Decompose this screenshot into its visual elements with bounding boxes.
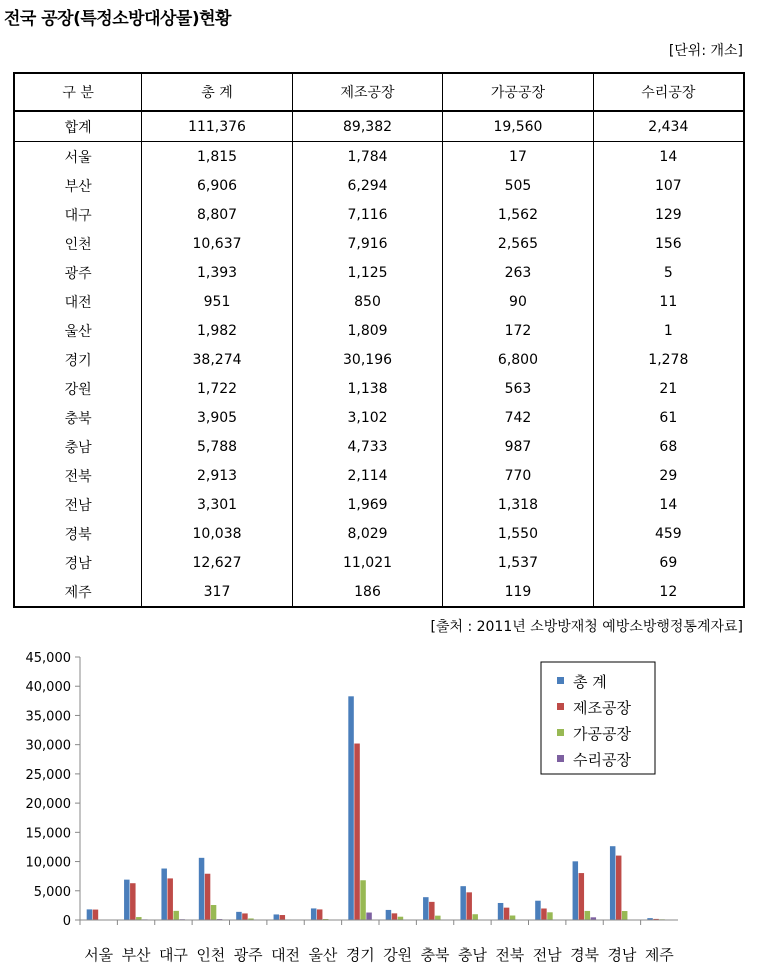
- y-axis: [26, 651, 81, 929]
- row-region-cell: 광주: [14, 258, 142, 287]
- bar-광주-제조공장: [242, 913, 248, 920]
- header-repair: 수리공장: [593, 73, 744, 111]
- bar-대전-제조공장: [280, 915, 286, 920]
- row-region-cell: 합계: [14, 111, 142, 142]
- bar-부산-총 계: [124, 880, 130, 920]
- legend-entry: 수리공장: [573, 751, 631, 769]
- table-row: [14, 316, 744, 345]
- y-tick-label: 30,000: [25, 738, 71, 754]
- x-tick-label: 울산: [308, 946, 338, 964]
- row-value-cell: 7,116: [292, 200, 442, 229]
- bar-강원-총 계: [386, 910, 392, 920]
- table-row: [14, 287, 744, 316]
- row-value-cell: 7,916: [292, 229, 442, 258]
- row-value-cell: 1,969: [292, 490, 442, 519]
- row-value-cell: 1,982: [142, 316, 293, 345]
- y-tick-label: 40,000: [25, 680, 71, 696]
- bar-경남-제조공장: [616, 856, 622, 920]
- y-tick-label: 25,000: [25, 767, 71, 783]
- legend-entry: 총 계: [573, 673, 607, 691]
- bar-경북-가공공장: [585, 911, 591, 920]
- y-tick-label: 35,000: [25, 709, 71, 725]
- legend-entry: 가공공장: [573, 725, 631, 743]
- bar-충남-총 계: [460, 886, 466, 920]
- row-value-cell: 6,906: [142, 171, 293, 200]
- x-tick-label: 경남: [607, 946, 637, 964]
- row-region-cell: 서울: [14, 142, 142, 172]
- x-tick-label: 인천: [196, 946, 226, 964]
- header-processing: 가공공장: [443, 73, 593, 111]
- row-value-cell: 1,809: [292, 316, 442, 345]
- table-row: [14, 229, 744, 258]
- bar-대구-총 계: [161, 869, 167, 920]
- row-value-cell: 8,029: [292, 519, 442, 548]
- row-value-cell: 1,125: [292, 258, 442, 287]
- x-tick-label: 충북: [420, 946, 450, 964]
- row-value-cell: 61: [593, 403, 744, 432]
- table-row: [14, 519, 744, 548]
- x-tick-label: 전남: [532, 946, 562, 964]
- bar-경기-가공공장: [360, 880, 366, 920]
- y-tick-label: 15,000: [25, 826, 71, 842]
- bar-강원-제조공장: [392, 913, 398, 920]
- row-value-cell: 89,382: [292, 111, 442, 142]
- row-value-cell: 1,138: [292, 374, 442, 403]
- bar-서울-총 계: [87, 909, 93, 920]
- row-value-cell: 2,114: [292, 461, 442, 490]
- bar-울산-제조공장: [317, 909, 323, 920]
- y-tick-label: 20,000: [25, 797, 71, 813]
- row-value-cell: 3,905: [142, 403, 293, 432]
- row-value-cell: 119: [443, 577, 593, 607]
- row-value-cell: 90: [443, 287, 593, 316]
- row-value-cell: 17: [443, 142, 593, 172]
- row-value-cell: 2,565: [443, 229, 593, 258]
- x-tick-label: 부산: [121, 946, 151, 964]
- header-total: 총 계: [142, 73, 293, 111]
- table-row: [14, 200, 744, 229]
- row-region-cell: 충남: [14, 432, 142, 461]
- row-region-cell: 제주: [14, 577, 142, 607]
- row-value-cell: 563: [443, 374, 593, 403]
- row-value-cell: 68: [593, 432, 744, 461]
- bar-전남-제조공장: [541, 908, 547, 920]
- row-value-cell: 3,301: [142, 490, 293, 519]
- table-row: [14, 577, 744, 607]
- table-row: [14, 111, 744, 142]
- legend-swatch: [557, 729, 564, 736]
- x-tick-label: 대전: [271, 946, 301, 964]
- row-region-cell: 충북: [14, 403, 142, 432]
- row-region-cell: 전남: [14, 490, 142, 519]
- row-value-cell: 4,733: [292, 432, 442, 461]
- row-value-cell: 1,784: [292, 142, 442, 172]
- x-tick-label: 강원: [383, 946, 413, 964]
- row-value-cell: 1,550: [443, 519, 593, 548]
- row-value-cell: 1,278: [593, 345, 744, 374]
- unit-label: [단위: 개소]: [668, 43, 743, 59]
- bar-충북-제조공장: [429, 902, 435, 920]
- source-label: [출처 : 2011년 소방방재청 예방소방행정통계자료]: [430, 619, 743, 635]
- x-axis: [80, 920, 678, 964]
- row-region-cell: 강원: [14, 374, 142, 403]
- row-region-cell: 대전: [14, 287, 142, 316]
- x-tick-label: 서울: [84, 946, 114, 964]
- bar-경기-제조공장: [354, 744, 360, 920]
- table-row: [14, 374, 744, 403]
- row-region-cell: 경북: [14, 519, 142, 548]
- bar-전북-총 계: [498, 903, 504, 920]
- bar-전북-제조공장: [504, 908, 510, 920]
- table-row: [14, 171, 744, 200]
- row-value-cell: 6,800: [443, 345, 593, 374]
- bar-전남-가공공장: [547, 912, 553, 920]
- row-value-cell: 850: [292, 287, 442, 316]
- bar-경북-총 계: [573, 861, 579, 920]
- bar-충남-제조공장: [466, 892, 472, 920]
- x-tick-label: 충남: [457, 946, 487, 964]
- legend-swatch: [557, 703, 564, 710]
- row-value-cell: 1,393: [142, 258, 293, 287]
- row-value-cell: 1,318: [443, 490, 593, 519]
- legend-swatch: [557, 755, 564, 762]
- bar-경북-제조공장: [579, 873, 585, 920]
- row-value-cell: 5: [593, 258, 744, 287]
- row-value-cell: 129: [593, 200, 744, 229]
- bar-대구-제조공장: [167, 878, 173, 920]
- row-value-cell: 987: [443, 432, 593, 461]
- factory-table: [13, 72, 745, 608]
- row-value-cell: 29: [593, 461, 744, 490]
- y-tick-label: 0: [62, 914, 71, 929]
- row-value-cell: 951: [142, 287, 293, 316]
- row-value-cell: 11,021: [292, 548, 442, 577]
- header-category: 구 분: [14, 73, 142, 111]
- bar-서울-제조공장: [93, 910, 99, 920]
- row-value-cell: 69: [593, 548, 744, 577]
- row-value-cell: 1,537: [443, 548, 593, 577]
- table-row: [14, 258, 744, 287]
- x-tick-label: 대구: [158, 946, 188, 964]
- table-row: [14, 403, 744, 432]
- table-header-row: [14, 73, 744, 111]
- bar-경남-가공공장: [622, 911, 628, 920]
- bar-부산-제조공장: [130, 883, 136, 920]
- bar-충남-가공공장: [472, 914, 478, 920]
- y-tick-label: 10,000: [25, 855, 71, 871]
- bar-광주-총 계: [236, 912, 242, 920]
- bar-경기-총 계: [348, 696, 354, 920]
- row-value-cell: 2,434: [593, 111, 744, 142]
- bar-경남-총 계: [610, 846, 616, 920]
- row-value-cell: 14: [593, 490, 744, 519]
- row-value-cell: 1,815: [142, 142, 293, 172]
- bar-인천-총 계: [199, 858, 205, 920]
- row-value-cell: 111,376: [142, 111, 293, 142]
- x-tick-label: 광주: [233, 946, 263, 964]
- page-title: 전국 공장(특정소방대상물)현황: [4, 9, 231, 29]
- table-row: [14, 461, 744, 490]
- table-row: [14, 432, 744, 461]
- row-value-cell: 19,560: [443, 111, 593, 142]
- row-region-cell: 부산: [14, 171, 142, 200]
- bar-울산-총 계: [311, 908, 317, 920]
- header-manufacturing: 제조공장: [292, 73, 442, 111]
- bar-chart: [0, 640, 757, 970]
- row-region-cell: 경기: [14, 345, 142, 374]
- table-row: [14, 548, 744, 577]
- row-value-cell: 5,788: [142, 432, 293, 461]
- table-row: [14, 345, 744, 374]
- y-tick-label: 5,000: [33, 884, 71, 900]
- row-value-cell: 505: [443, 171, 593, 200]
- bar-충북-가공공장: [435, 916, 441, 920]
- bar-경기-수리공장: [366, 913, 372, 920]
- y-tick-label: 45,000: [25, 651, 71, 666]
- row-value-cell: 742: [443, 403, 593, 432]
- row-region-cell: 인천: [14, 229, 142, 258]
- row-value-cell: 770: [443, 461, 593, 490]
- x-tick-label: 제주: [644, 946, 674, 964]
- row-region-cell: 울산: [14, 316, 142, 345]
- row-region-cell: 대구: [14, 200, 142, 229]
- row-value-cell: 12: [593, 577, 744, 607]
- row-value-cell: 156: [593, 229, 744, 258]
- bar-전북-가공공장: [510, 915, 516, 920]
- bar-인천-가공공장: [211, 905, 217, 920]
- row-value-cell: 11: [593, 287, 744, 316]
- bar-인천-제조공장: [205, 874, 211, 920]
- row-value-cell: 10,038: [142, 519, 293, 548]
- row-value-cell: 1: [593, 316, 744, 345]
- row-value-cell: 107: [593, 171, 744, 200]
- row-value-cell: 12,627: [142, 548, 293, 577]
- row-value-cell: 30,196: [292, 345, 442, 374]
- x-tick-label: 경기: [345, 946, 375, 964]
- row-value-cell: 186: [292, 577, 442, 607]
- chart-legend: [541, 662, 655, 774]
- row-value-cell: 1,562: [443, 200, 593, 229]
- row-region-cell: 전북: [14, 461, 142, 490]
- row-value-cell: 2,913: [142, 461, 293, 490]
- row-value-cell: 172: [443, 316, 593, 345]
- bar-대구-가공공장: [173, 911, 179, 920]
- row-value-cell: 459: [593, 519, 744, 548]
- row-value-cell: 263: [443, 258, 593, 287]
- row-value-cell: 3,102: [292, 403, 442, 432]
- row-value-cell: 38,274: [142, 345, 293, 374]
- row-value-cell: 10,637: [142, 229, 293, 258]
- row-value-cell: 8,807: [142, 200, 293, 229]
- x-tick-label: 전북: [495, 946, 525, 964]
- row-value-cell: 317: [142, 577, 293, 607]
- table-row: [14, 142, 744, 172]
- legend-swatch: [557, 677, 564, 684]
- table-row: [14, 490, 744, 519]
- row-value-cell: 1,722: [142, 374, 293, 403]
- row-region-cell: 경남: [14, 548, 142, 577]
- bar-전남-총 계: [535, 901, 541, 920]
- row-value-cell: 21: [593, 374, 744, 403]
- row-value-cell: 14: [593, 142, 744, 172]
- x-tick-label: 경북: [570, 946, 600, 964]
- bar-충북-총 계: [423, 897, 429, 920]
- bar-대전-총 계: [274, 914, 280, 920]
- row-value-cell: 6,294: [292, 171, 442, 200]
- legend-entry: 제조공장: [573, 699, 631, 717]
